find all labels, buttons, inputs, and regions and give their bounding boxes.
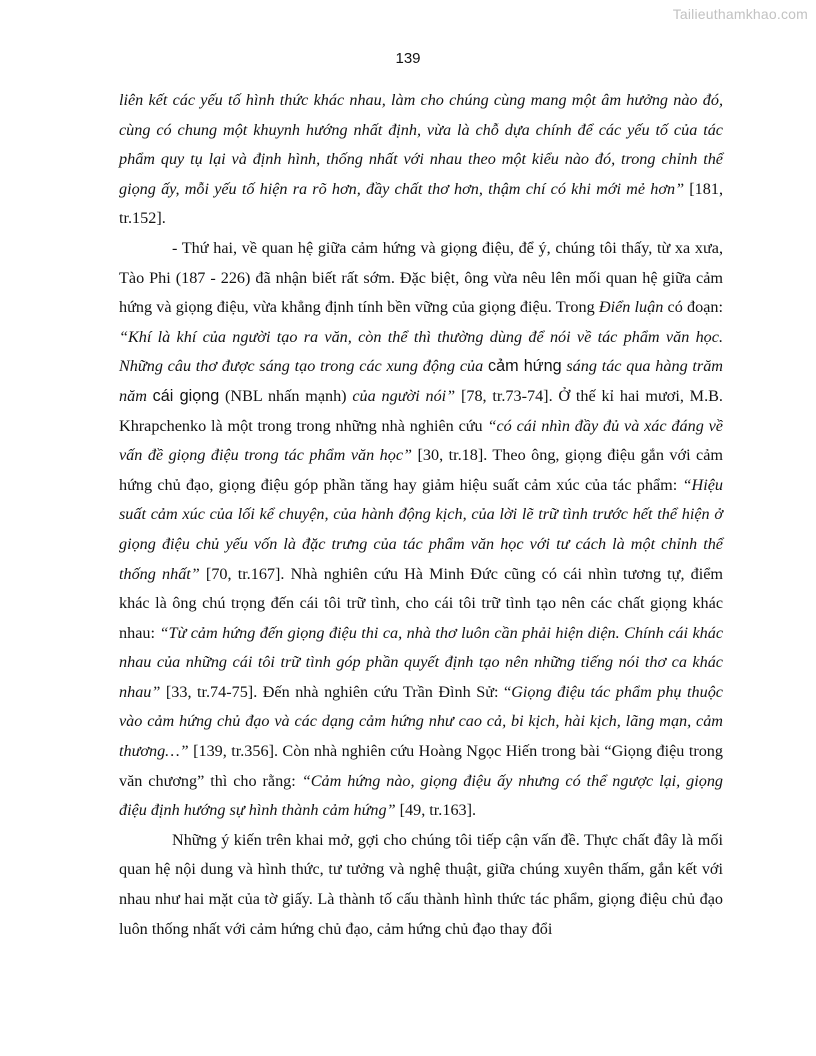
quote-text: “Khí là khí của người tạo ra văn, còn thể thì thường dùng để nói về tác phẩm văn học. Những câu thơ được sáng tạo trong các xung động của	[119, 327, 723, 376]
quote-text: liên kết các yếu tố hình thức khác nhau, làm cho chúng cùng mang một âm hưởng nào đó, cùng có chung một khuynh hướng nhất định, vừa là chỗ dựa chính để các yếu tố của tác phẩm quy tụ lại và định hình, thống nhất với nhau theo một kiểu nào đó, trong chỉnh thể giọng ấy, mỗi yếu tố hiện ra rõ hơn, đầy chất thơ hơn, thậm chí có khi mới mẻ hơn”	[119, 91, 723, 198]
quote-text: “Từ cảm hứng đến giọng điệu thi ca, nhà thơ luôn cần phải hiện diện. Chính cái khác nhau của những cái tôi trữ tình góp phần quyết định tạo nên những tiếng nói thơ ca khác nhau”	[119, 623, 723, 701]
text-run: có đoạn:	[663, 298, 723, 317]
citation: [181, tr.152].	[119, 179, 723, 228]
paragraph-discussion: Những ý kiến trên khai mở, gợi cho chúng tôi tiếp cận vấn đề. Thực chất đây là mối quan hệ nội dung và hình thức, tư tưởng và nghệ thuật, giữa chúng xuyên thấm, gắn kết với nhau như hai mặt của tờ giấy. Là thành tố cấu thành hình thức tác phẩm, giọng điệu chủ đạo luôn thống nhất với cảm hứng chủ đạo, cảm hứng chủ đạo thay đổi	[119, 830, 723, 938]
paragraph-second-point	[119, 234, 723, 826]
text-run: - Thứ hai, về quan hệ giữa cảm hứng và giọng điệu, để ý, chúng tôi thấy, từ xa xưa, Tào Phi (187 - 226) đã nhận biết rất sớm. Đặc biệt, ông vừa nêu lên mối quan hệ giữa cảm hứng và giọng điệu, vừa khẳng định tính bền vững của giọng điệu. Trong	[119, 238, 723, 317]
emphasis-cam-hung: cảm hứng	[487, 357, 562, 376]
quote-text: “có cái nhìn đầy đủ và xác đáng về vấn đề giọng điệu trong tác phẩm văn học”	[119, 416, 723, 465]
text-run: [78, tr.73-74]. Ở thế kỉ hai mươi, M.B. Khrapchenko là một trong trong những nhà nghiên cứu	[119, 386, 723, 435]
text-run: [70, tr.167]. Nhà nghiên cứu Hà Minh Đức cũng có cái nhìn tương tự, điểm khác là ông chú trọng đến cái tôi trữ tình, cho cái tôi trữ tình tạo nên các chất giọng khác nhau:	[119, 564, 723, 642]
paragraph-quote-continuation	[119, 86, 723, 234]
text-run: [139, tr.356]. Còn nhà nghiên cứu Hoàng Ngọc Hiến trong bài “Giọng điệu trong văn chương” thì cho rằng:	[119, 742, 723, 790]
quote-text: Giọng điệu tác phẩm phụ thuộc vào cảm hứng chủ đạo và các dạng cảm hứng như cao cả, bi kịch, hài kịch, lãng mạn, cảm thương…”	[119, 682, 723, 761]
quote-text: “Cảm hứng nào, giọng điệu ấy nhưng có thể ngược lại, giọng điệu định hướng sự hình thành cảm hứng”	[119, 771, 724, 820]
text-run: (NBL nhấn mạnh)	[219, 386, 353, 405]
page-number: 139	[395, 50, 421, 67]
text-run: [33, tr.74-75]. Đến nhà nghiên cứu Trần Đình Sử: “	[160, 682, 512, 701]
emphasis-cai-giong: cái giọng	[152, 386, 220, 405]
quote-text: sáng tác qua hàng trăm năm	[119, 357, 723, 405]
text-run: [30, tr.18]. Theo ông, giọng điệu gắn với cảm hứng chủ đạo, giọng điệu góp phần tăng hay giảm hiệu suất cảm xúc của tác phẩm:	[119, 446, 723, 494]
quote-text: “Hiệu suất cảm xúc của lối kể chuyện, của hành động kịch, của lời lẽ trữ tình trước hết thể hiện ở giọng điệu chủ yếu vốn là đặc trưng của tác phẩm văn học với tư cách là một chỉnh thể thống nhất”	[119, 475, 723, 583]
book-title: Điển luận	[598, 298, 664, 317]
text-run: [49, tr.163].	[395, 801, 477, 820]
body-text	[119, 86, 723, 944]
quote-text: của người nói”	[352, 386, 456, 405]
watermark: Tailieuthamkhao.com	[672, 6, 808, 22]
